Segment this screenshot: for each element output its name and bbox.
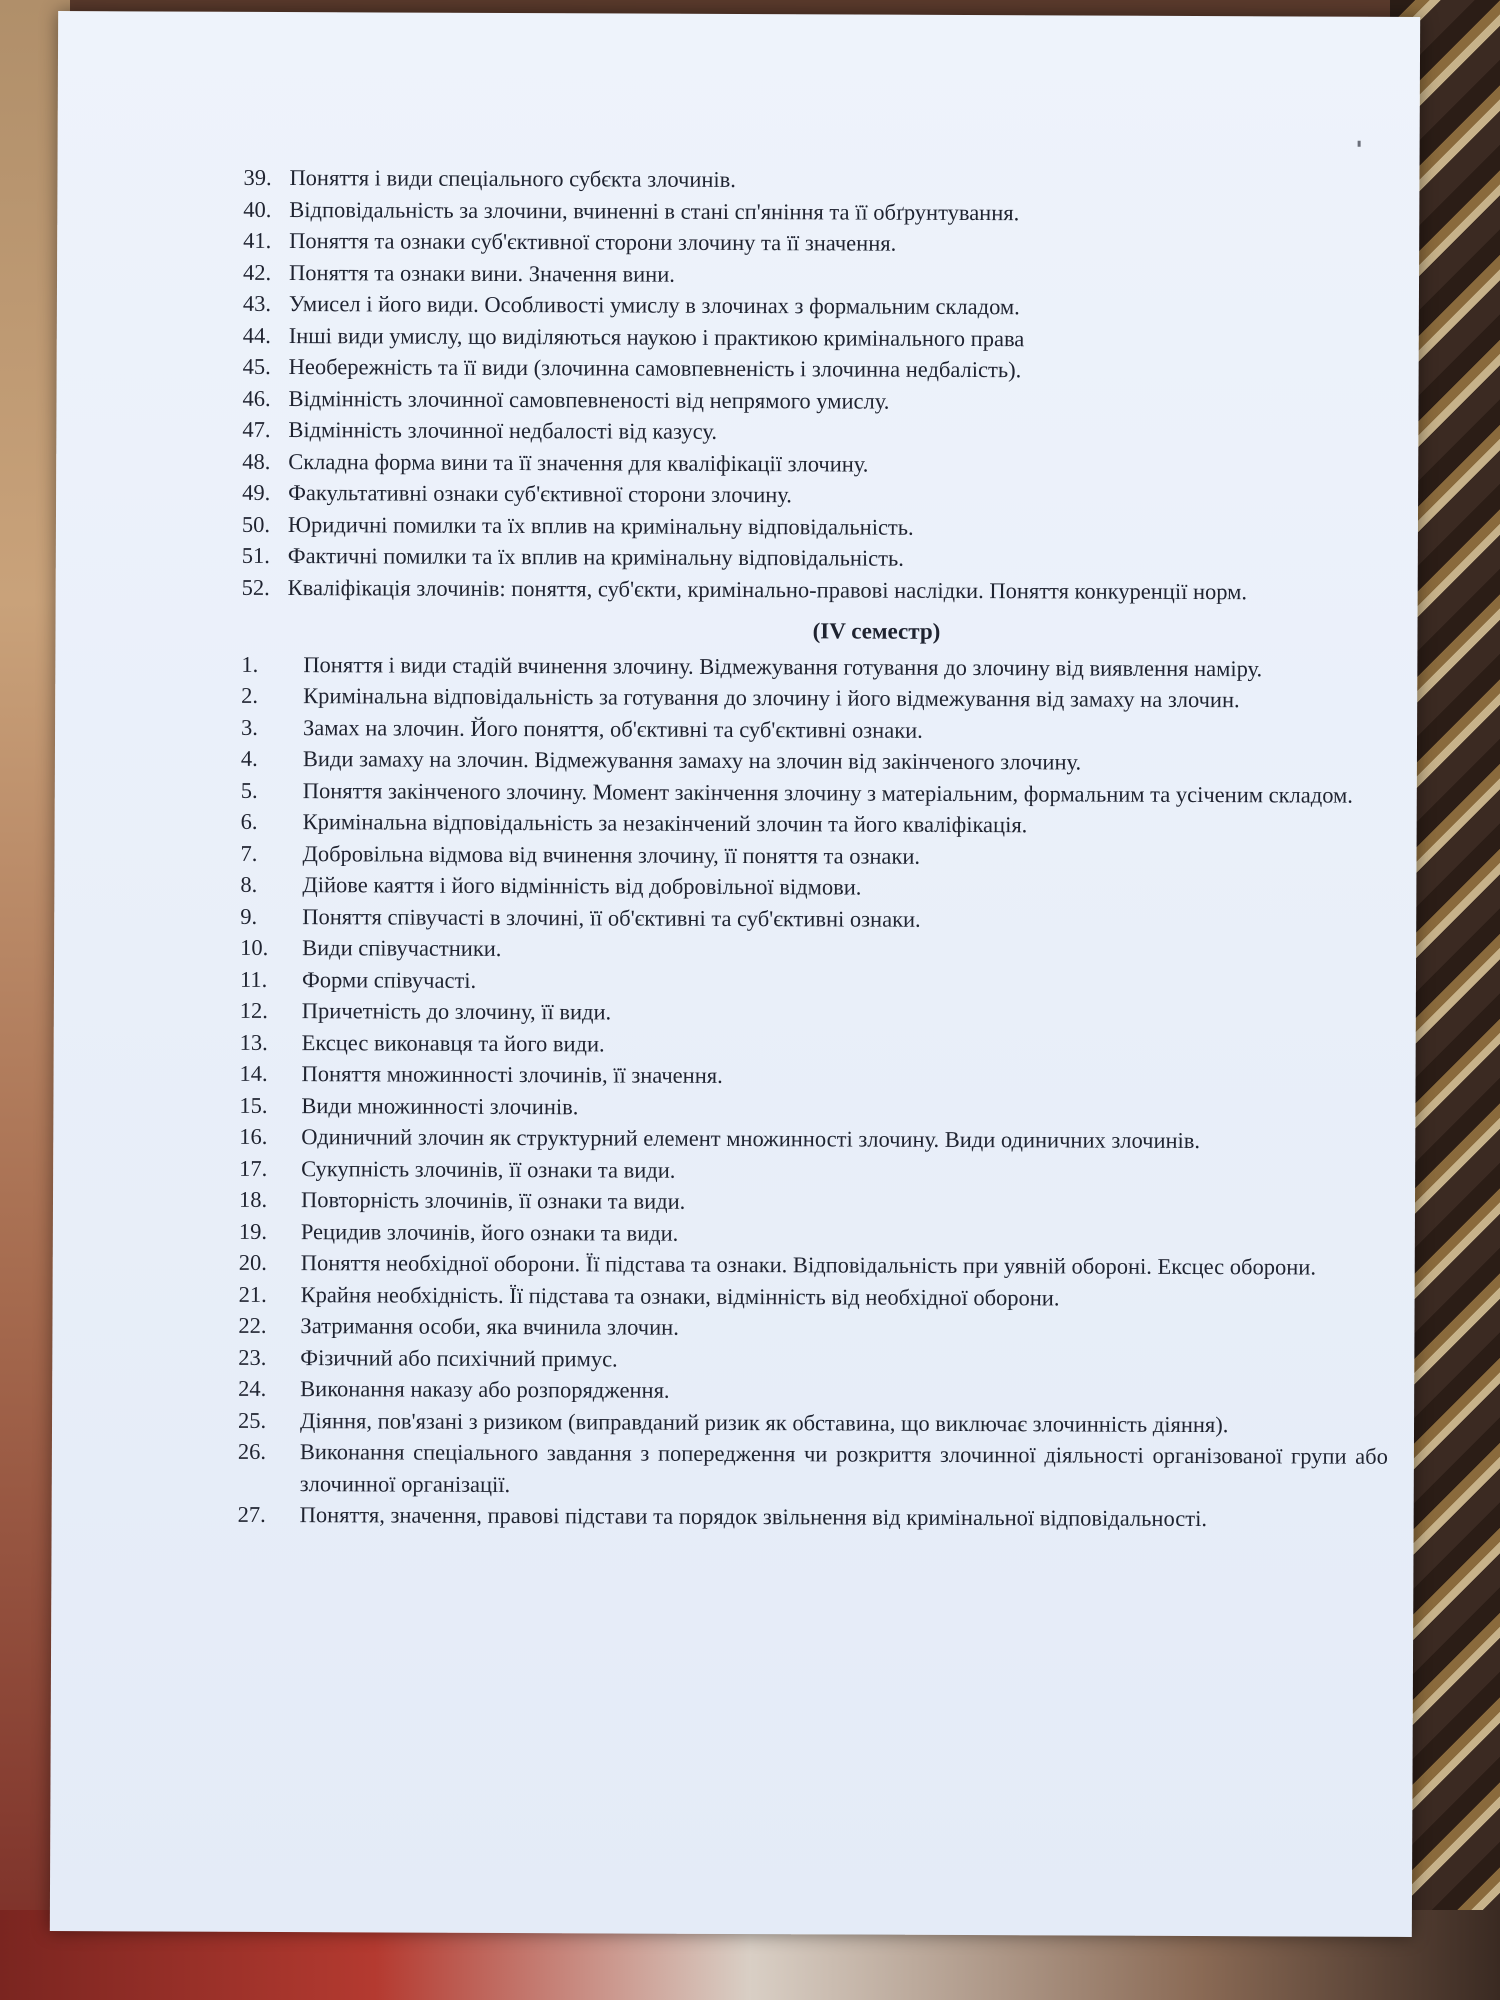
item-number: 18. (238, 1186, 268, 1212)
list-item (242, 571, 1392, 608)
item-text: Кваліфікація злочинів: поняття, суб'єкти, кримінально-правові наслідки. Поняття конкуренції норм. (287, 574, 1248, 604)
item-number: 1. (241, 651, 259, 677)
item-number: 52. (241, 574, 270, 600)
item-text: Поняття та ознаки вини. Значення вини. (289, 259, 675, 287)
item-number: 11. (239, 966, 268, 992)
item-text: Ексцес виконавця та його види. (301, 1029, 605, 1056)
list-item (239, 1215, 1389, 1252)
page-mark (1358, 141, 1361, 147)
list-item (239, 1152, 1389, 1189)
list-item (240, 963, 1390, 1000)
list-item (239, 1089, 1389, 1126)
list-item (241, 711, 1391, 748)
list-item (241, 806, 1391, 843)
item-text: Поняття та ознаки суб'єктивної сторони злочину та її значення. (289, 228, 897, 256)
item-number: 48. (242, 448, 271, 474)
item-text: Виконання наказу або розпорядження. (300, 1376, 670, 1403)
item-number: 40. (243, 196, 272, 222)
item-text: Види співучастники. (302, 935, 502, 961)
item-number: 44. (242, 322, 271, 348)
item-number: 23. (238, 1344, 267, 1370)
item-number: 47. (242, 416, 271, 442)
list-item (243, 351, 1393, 388)
item-text: Поняття необхідної оборони. Її підстава та ознаки. Відповідальність при уявній обороні. Ексцес оборони. (300, 1250, 1317, 1280)
item-number: 19. (238, 1218, 268, 1244)
item-text: Види замаху на злочин. Відмежування замаху на злочин від закінченого злочину. (302, 746, 1082, 775)
list-item (242, 508, 1392, 545)
item-text: Поняття, значення, правові підстави та порядок звільнення від кримінальної відповідальності. (299, 1502, 1208, 1532)
item-text: Види множинності злочинів. (301, 1092, 579, 1119)
item-number: 15. (239, 1092, 268, 1118)
item-text: Дійове каяття і його відмінність від добровільної відмови. (302, 872, 862, 900)
item-text: Крайня необхідність. Її підстава та ознаки, відмінність від необхідної оборони. (300, 1281, 1060, 1310)
list-item (243, 319, 1393, 356)
item-number: 16. (239, 1123, 268, 1149)
list-item (242, 477, 1392, 514)
item-number: 7. (240, 840, 258, 866)
item-number: 10. (240, 934, 269, 960)
list-item (242, 445, 1392, 482)
list-item (238, 1310, 1388, 1347)
item-number: 26. (237, 1438, 267, 1464)
item-text: Відмінність злочинної самовпевненості від непрямого умислу. (288, 385, 890, 414)
list-item (239, 1247, 1389, 1284)
list-item (241, 680, 1391, 717)
item-number: 24. (238, 1375, 267, 1401)
list-item (240, 1026, 1390, 1063)
item-text: Затримання особи, яка вчинила злочин. (300, 1313, 679, 1340)
semester-3-list (242, 162, 1394, 608)
semester-4-list (238, 648, 1392, 1535)
item-text: Відповідальність за злочини, вчиненні в стані сп'яніння та її обґрунтування. (289, 196, 1020, 225)
list-item (239, 1058, 1389, 1095)
item-text: Виконання спеціального завдання з попередження чи розкриття злочинної діяльності організованої групи або злочинної організації. (299, 1439, 1388, 1497)
list-item (238, 1404, 1388, 1441)
item-number: 39. (243, 164, 272, 190)
item-text: Інші види умислу, що виділяються наукою і практикою кримінального права (288, 322, 1025, 351)
item-number: 41. (243, 227, 272, 253)
list-item (243, 256, 1393, 293)
list-item (243, 288, 1393, 325)
item-number: 50. (241, 511, 271, 537)
item-number: 12. (239, 997, 269, 1023)
list-item (240, 932, 1390, 969)
item-number: 14. (239, 1060, 268, 1086)
item-number: 43. (242, 290, 272, 316)
list-item (239, 1184, 1389, 1221)
item-text: Юридичні помилки та їх вплив на кримінальну відповідальність. (287, 511, 914, 540)
item-number: 51. (241, 542, 271, 568)
item-text: Поняття і види стадій вчинення злочину. Відмежування готування до злочину від виявлення наміру. (303, 651, 1263, 681)
item-number: 22. (238, 1312, 267, 1338)
list-item (239, 1121, 1389, 1158)
item-number: 27. (237, 1501, 266, 1527)
item-text: Фізичний або психічний примус. (300, 1344, 618, 1371)
item-number: 4. (240, 745, 258, 771)
item-text: Поняття закінченого злочину. Момент закінчення злочину з матеріальним, формальним та усіченим складом. (302, 777, 1353, 808)
item-number: 2. (241, 682, 259, 708)
item-number: 21. (238, 1281, 267, 1307)
list-item (238, 1341, 1388, 1378)
item-text: Фактичні помилки та їх вплив на кримінальну відповідальність. (287, 543, 904, 571)
item-text: Поняття і види спеціального субєкта злочинів. (289, 165, 737, 192)
item-number: 13. (239, 1029, 268, 1055)
item-number: 42. (243, 259, 272, 285)
paper-sheet (50, 11, 1420, 1937)
list-item (242, 382, 1392, 419)
item-number: 17. (239, 1155, 268, 1181)
item-text: Складна форма вини та її значення для кваліфікації злочину. (288, 448, 869, 477)
item-text: Повторність злочинів, її ознаки та види. (300, 1187, 686, 1214)
list-item (240, 900, 1390, 937)
list-item (243, 225, 1393, 262)
item-text: Кримінальна відповідальність за готування до злочину і його відмежування від замаху на злочин. (303, 683, 1240, 713)
semester-heading: (IV семестр) (812, 618, 941, 644)
list-item (242, 540, 1392, 577)
item-number: 25. (237, 1407, 267, 1433)
item-number: 6. (240, 808, 258, 834)
item-number: 5. (240, 777, 258, 803)
item-text: Сукупність злочинів, її ознаки та види. (301, 1155, 676, 1183)
item-text: Відмінність злочинної недбалості від казусу. (288, 417, 718, 444)
item-text: Рецидив злочинів, його ознаки та види. (300, 1218, 679, 1246)
item-number: 8. (240, 871, 258, 897)
list-item (243, 162, 1393, 199)
item-text: Добровільна відмова від вчинення злочину, її поняття та ознаки. (302, 840, 921, 869)
list-item (240, 869, 1390, 906)
document-content (238, 162, 1394, 1536)
item-text: Замах на злочин. Його поняття, об'єктивні та суб'єктивні ознаки. (303, 714, 923, 743)
list-item (240, 995, 1390, 1032)
item-number: 9. (240, 903, 258, 929)
list-item (240, 837, 1390, 874)
list-item (243, 193, 1393, 230)
list-item (241, 648, 1391, 685)
item-number: 45. (242, 353, 271, 379)
list-item (241, 774, 1391, 811)
item-number: 49. (242, 479, 271, 505)
list-item (238, 1499, 1388, 1536)
list-item (238, 1436, 1388, 1504)
item-text: Одиничний злочин як структурний елемент множинності злочину. Види одиничних злочинів. (301, 1124, 1201, 1154)
item-text: Діяння, пов'язані з ризиком (виправданий ризик як обставина, що виключає злочинність діяння). (299, 1407, 1229, 1437)
list-item (238, 1373, 1388, 1410)
item-text: Причетність до злочину, її види. (301, 998, 612, 1025)
list-item (239, 1278, 1389, 1315)
list-item (242, 414, 1392, 451)
item-text: Факультативні ознаки суб'єктивної сторони злочину. (288, 480, 793, 508)
item-text: Кримінальна відповідальність за незакінчений злочин та його кваліфікація. (302, 809, 1028, 838)
item-text: Поняття співучасті в злочині, її об'єктивні та суб'єктивні ознаки. (302, 903, 921, 932)
item-text: Форми співучасті. (301, 966, 477, 993)
list-item (241, 743, 1391, 780)
item-number: 20. (238, 1249, 267, 1275)
item-number: 3. (241, 714, 259, 740)
item-text: Умисел і його види. Особливості умислу в злочинах з формальним складом. (288, 291, 1020, 320)
item-text: Необережність та її види (злочинна самовпевненість і злочинна недбалість). (288, 354, 1022, 383)
item-number: 46. (242, 385, 271, 411)
item-text: Поняття множинності злочинів, її значення. (301, 1061, 723, 1088)
